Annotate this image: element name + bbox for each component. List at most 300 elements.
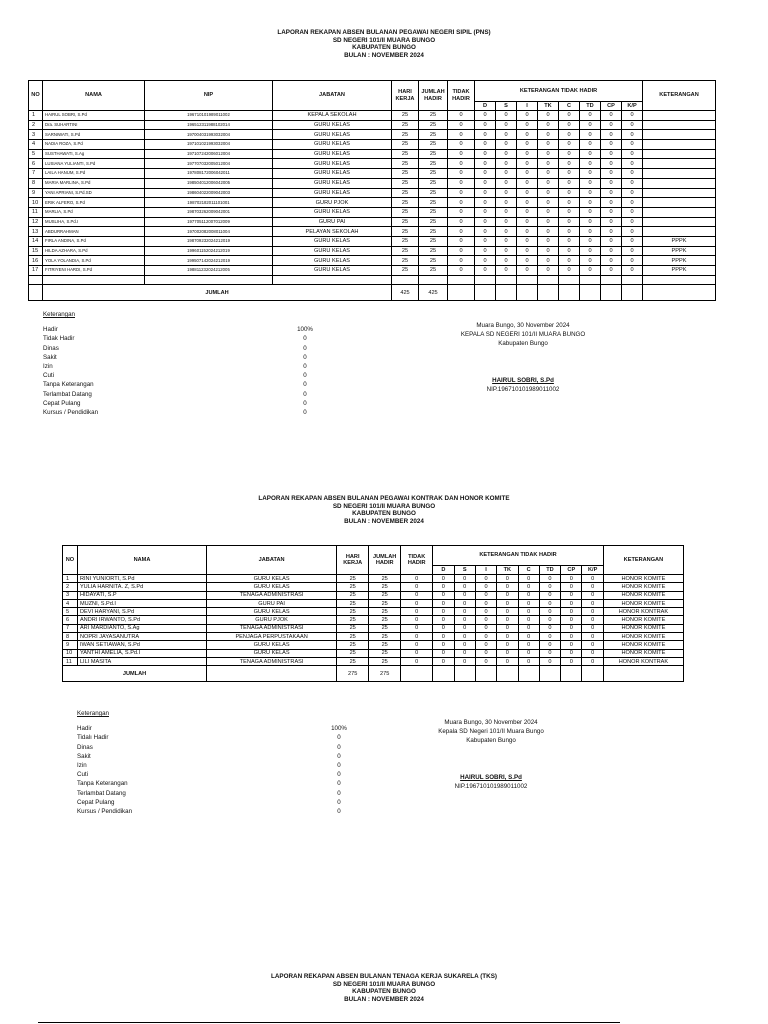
table-row — [29, 120, 716, 130]
honor-report-title — [0, 495, 768, 525]
cell-sub: 0 — [454, 633, 475, 641]
cell-no: 5 — [63, 608, 78, 616]
cell-jumlah-hadir: 25 — [369, 608, 401, 616]
cell-jabatan: GURU KELAS — [207, 641, 337, 649]
tks-title-line: BULAN : NOVEMBER 2024 — [344, 995, 424, 1003]
cell-nama: YANTHI AMELIA, S.Pd.I — [77, 649, 206, 657]
cell-sub: 0 — [538, 111, 559, 121]
sign-name: HAIRUL SOBRI, S.Pd — [492, 377, 554, 384]
cell-no: 9 — [63, 641, 78, 649]
cell-sub: 0 — [497, 641, 518, 649]
legend-row — [43, 390, 343, 399]
cell-jumlah-hadir: 25 — [369, 633, 401, 641]
cell-sub: 0 — [580, 217, 601, 227]
legend-label: Sakit — [77, 752, 91, 760]
cell-jabatan: KEPALA SEKOLAH — [273, 111, 392, 121]
sub-header: S — [454, 566, 475, 575]
sub-header: K/P — [622, 102, 643, 111]
cell-jumlah-hadir: 25 — [419, 149, 448, 159]
pns-title-line: KABUPATEN BUNGO — [352, 44, 416, 52]
cell-no: 16 — [29, 256, 43, 266]
legend-row — [77, 743, 377, 752]
cell-tidak-hadir: 0 — [448, 198, 475, 208]
cell-sub: 0 — [582, 591, 603, 599]
cell-sub: 0 — [497, 591, 518, 599]
cell-sub: 0 — [539, 599, 560, 607]
cell-hari-kerja: 25 — [392, 236, 419, 246]
cell-hari-kerja: 25 — [392, 266, 419, 276]
cell-sub: 0 — [475, 246, 496, 256]
cell-sub: 0 — [601, 159, 622, 169]
col-header-nip: NIP — [145, 81, 273, 111]
cell-hari-kerja: 25 — [337, 616, 369, 624]
cell-sub: 0 — [433, 616, 454, 624]
cell-sub: 0 — [433, 583, 454, 591]
cell-jabatan: GURU KELAS — [207, 583, 337, 591]
cell-sub: 0 — [475, 111, 496, 121]
legend-label: Dinas — [43, 344, 59, 352]
cell-sub: 0 — [601, 246, 622, 256]
cell-tidak-hadir: 0 — [401, 657, 433, 665]
legend-row — [77, 779, 377, 788]
cell-nip: 197808172006042011 — [145, 169, 273, 179]
cell-sub: 0 — [580, 178, 601, 188]
pns-signature-block — [418, 321, 628, 394]
cell-sub: 0 — [518, 616, 539, 624]
cell-sub: 0 — [559, 256, 580, 266]
cell-sub: 0 — [433, 599, 454, 607]
legend-label: Sakit — [43, 353, 57, 361]
total-hari-kerja: 275 — [337, 666, 369, 682]
cell-sub: 0 — [517, 227, 538, 237]
cell-sub: 0 — [622, 266, 643, 276]
cell-sub: 0 — [517, 188, 538, 198]
cell-tidak-hadir: 0 — [448, 111, 475, 121]
cell-keterangan — [643, 198, 716, 208]
cell-keterangan — [643, 169, 716, 179]
cell-sub: 0 — [580, 207, 601, 217]
cell-jumlah-hadir: 25 — [369, 657, 401, 665]
legend-value: 0 — [303, 408, 307, 416]
cell-sub: 0 — [433, 608, 454, 616]
sign-role: Kepala SD Negeri 101/II Muara Bungo — [438, 728, 544, 735]
table-row — [29, 130, 716, 140]
cell-jabatan: GURU KELAS — [273, 266, 392, 276]
cell-sub: 0 — [601, 217, 622, 227]
cell-hari-kerja: 25 — [392, 198, 419, 208]
table-spacer-row — [29, 275, 716, 285]
cell-hari-kerja: 25 — [392, 149, 419, 159]
cell-nama: NADIA ROZA, S.Pd — [43, 140, 145, 150]
legend-label: Cepat Pulang — [43, 399, 81, 407]
cell-keterangan — [643, 149, 716, 159]
cell-sub: 0 — [559, 140, 580, 150]
cell-sub: 0 — [580, 140, 601, 150]
cell-nama: FITRIYENI HARDI, S.Pd — [43, 266, 145, 276]
cell-nama: HILDA AZHARA, S.Pd — [43, 246, 145, 256]
cell-hari-kerja: 25 — [392, 207, 419, 217]
cell-sub: 0 — [517, 236, 538, 246]
cell-sub: 0 — [601, 111, 622, 121]
cell-sub: 0 — [496, 266, 517, 276]
cell-tidak-hadir: 0 — [448, 227, 475, 237]
col-header-hari-kerja: HARI KERJA — [337, 546, 369, 575]
cell-hari-kerja: 25 — [337, 649, 369, 657]
cell-sub: 0 — [559, 246, 580, 256]
col-header-keterangan: KETERANGAN — [643, 81, 716, 111]
cell-sub: 0 — [517, 159, 538, 169]
legend-value: 100% — [331, 725, 347, 733]
table-row — [29, 159, 716, 169]
legend-row — [77, 752, 377, 761]
cell-nip: 196512311988102014 — [145, 120, 273, 130]
cell-sub: 0 — [433, 657, 454, 665]
cell-jumlah-hadir: 25 — [419, 120, 448, 130]
cell-keterangan: HONOR KONTRAK — [603, 608, 683, 616]
cell-sub: 0 — [433, 649, 454, 657]
cell-no: 11 — [29, 207, 43, 217]
tks-table-top-border — [38, 1022, 620, 1023]
cell-hari-kerja: 25 — [392, 227, 419, 237]
cell-sub: 0 — [559, 236, 580, 246]
cell-sub: 0 — [475, 616, 496, 624]
cell-sub: 0 — [559, 111, 580, 121]
cell-no: 1 — [63, 575, 78, 583]
legend-row — [77, 789, 377, 798]
cell-tidak-hadir: 0 — [401, 591, 433, 599]
sign-region: Kabupaten Bungo — [498, 340, 548, 347]
cell-keterangan: HONOR KONTRAK — [603, 657, 683, 665]
cell-sub: 0 — [559, 198, 580, 208]
table-row — [29, 227, 716, 237]
cell-no: 15 — [29, 246, 43, 256]
cell-sub: 0 — [475, 649, 496, 657]
cell-jabatan: GURU KELAS — [273, 120, 392, 130]
sub-header: TD — [580, 102, 601, 111]
cell-jumlah-hadir: 25 — [419, 246, 448, 256]
cell-sub: 0 — [601, 236, 622, 246]
cell-sub: 0 — [497, 624, 518, 632]
cell-sub: 0 — [559, 266, 580, 276]
sign-place-date: Muara Bungo, 30 November 2024 — [476, 322, 570, 329]
cell-no: 4 — [29, 140, 43, 150]
cell-sub: 0 — [518, 575, 539, 583]
cell-sub: 0 — [496, 217, 517, 227]
cell-nama: SARNIWATI, S.Pd — [43, 130, 145, 140]
cell-sub: 0 — [475, 599, 496, 607]
cell-keterangan: HONOR KOMITE — [603, 599, 683, 607]
cell-sub: 0 — [497, 599, 518, 607]
cell-sub: 0 — [517, 256, 538, 266]
cell-hari-kerja: 25 — [337, 591, 369, 599]
cell-nama: ARI MARDIANTO, S.Ag — [77, 624, 206, 632]
honor-signature-block — [386, 718, 596, 791]
legend-value: 0 — [337, 752, 341, 760]
cell-nama: YULIA HARNITA. Z, S.Pd — [77, 583, 206, 591]
legend-row — [77, 724, 377, 733]
cell-no: 2 — [29, 120, 43, 130]
cell-sub: 0 — [580, 227, 601, 237]
cell-sub: 0 — [601, 256, 622, 266]
cell-tidak-hadir: 0 — [448, 217, 475, 227]
total-jumlah-hadir: 425 — [419, 285, 448, 301]
pns-legend — [43, 310, 343, 417]
cell-nama: YOLA YOLANDIA, S.Pd — [43, 256, 145, 266]
cell-jumlah-hadir: 25 — [369, 583, 401, 591]
legend-label: Cuti — [43, 372, 55, 380]
cell-sub: 0 — [622, 256, 643, 266]
cell-sub: 0 — [559, 159, 580, 169]
cell-tidak-hadir: 0 — [448, 266, 475, 276]
cell-sub: 0 — [561, 575, 582, 583]
cell-nama: HAIRUL SOBRI, S.Pd — [43, 111, 145, 121]
table-row — [29, 140, 716, 150]
cell-keterangan: PPPK — [643, 256, 716, 266]
cell-sub: 0 — [539, 575, 560, 583]
cell-sub: 0 — [497, 575, 518, 583]
cell-nip: 197002082008011004 — [145, 227, 273, 237]
cell-keterangan: HONOR KOMITE — [603, 641, 683, 649]
cell-sub: 0 — [559, 188, 580, 198]
legend-value: 0 — [303, 353, 307, 361]
cell-sub: 0 — [517, 120, 538, 130]
cell-sub: 0 — [601, 140, 622, 150]
cell-sub: 0 — [538, 169, 559, 179]
cell-keterangan — [643, 130, 716, 140]
legend-value: 100% — [297, 326, 313, 334]
legend-label: Cuti — [77, 771, 89, 779]
pns-report-title — [0, 29, 768, 59]
cell-sub: 0 — [475, 583, 496, 591]
sign-region: Kabupaten Bungo — [466, 737, 516, 744]
cell-sub: 0 — [496, 149, 517, 159]
legend-value: 0 — [303, 399, 307, 407]
cell-hari-kerja: 25 — [392, 169, 419, 179]
cell-no: 4 — [63, 599, 78, 607]
cell-no: 7 — [63, 624, 78, 632]
cell-jabatan: GURU PJOK — [207, 616, 337, 624]
cell-sub: 0 — [538, 256, 559, 266]
cell-sub: 0 — [538, 120, 559, 130]
cell-jabatan: GURU KELAS — [273, 188, 392, 198]
cell-sub: 0 — [496, 198, 517, 208]
cell-nama: ERIK ALFERO, S.Pd — [43, 198, 145, 208]
cell-no: 17 — [29, 266, 43, 276]
cell-no: 9 — [29, 188, 43, 198]
cell-sub: 0 — [518, 599, 539, 607]
cell-jumlah-hadir: 25 — [369, 641, 401, 649]
legend-label: Cepat Pulang — [77, 798, 115, 806]
cell-sub: 0 — [496, 227, 517, 237]
legend-row — [77, 807, 377, 816]
cell-nama: MUSLIHA, S.Pd.I — [43, 217, 145, 227]
cell-keterangan: HONOR KOMITE — [603, 649, 683, 657]
cell-sub: 0 — [582, 616, 603, 624]
cell-nama: MARLIA, S.Pd — [43, 207, 145, 217]
sub-header: CP — [601, 102, 622, 111]
cell-nama: LAILA HANUM, S.Pd — [43, 169, 145, 179]
cell-jumlah-hadir: 25 — [369, 591, 401, 599]
cell-keterangan: HONOR KOMITE — [603, 583, 683, 591]
cell-nama: YANI APRIANI, S.Pd.SD — [43, 188, 145, 198]
cell-sub: 0 — [582, 633, 603, 641]
col-header-jumlah-hadir: JUMLAH HADIR — [419, 81, 448, 111]
sign-place-date: Muara Bungo, 30 November 2024 — [444, 719, 538, 726]
cell-sub: 0 — [475, 624, 496, 632]
cell-hari-kerja: 25 — [337, 657, 369, 665]
cell-keterangan: HONOR KOMITE — [603, 633, 683, 641]
cell-tidak-hadir: 0 — [448, 140, 475, 150]
cell-sub: 0 — [561, 641, 582, 649]
cell-sub: 0 — [622, 130, 643, 140]
cell-nama: MUZNI, S.Pd.I — [77, 599, 206, 607]
cell-sub: 0 — [496, 236, 517, 246]
cell-nip: 197004031993032004 — [145, 130, 273, 140]
cell-sub: 0 — [580, 188, 601, 198]
cell-tidak-hadir: 0 — [448, 207, 475, 217]
cell-sub: 0 — [475, 198, 496, 208]
cell-no: 14 — [29, 236, 43, 246]
cell-nip: 198703262009042001 — [145, 207, 273, 217]
cell-hari-kerja: 25 — [337, 575, 369, 583]
cell-keterangan: PPPK — [643, 236, 716, 246]
col-header-jumlah-hadir: JUMLAH HADIR — [369, 546, 401, 575]
col-header-tidak-hadir: TIDAK HADIR — [448, 81, 475, 111]
cell-sub: 0 — [601, 120, 622, 130]
cell-jabatan: GURU KELAS — [273, 169, 392, 179]
cell-sub: 0 — [454, 657, 475, 665]
cell-nama: ABDURRAHMAN — [43, 227, 145, 237]
cell-sub: 0 — [580, 159, 601, 169]
cell-keterangan — [643, 140, 716, 150]
cell-sub: 0 — [475, 256, 496, 266]
cell-sub: 0 — [518, 624, 539, 632]
cell-jabatan: PENJAGA PERPUSTAKAAN — [207, 633, 337, 641]
cell-keterangan — [643, 111, 716, 121]
cell-jumlah-hadir: 25 — [419, 256, 448, 266]
cell-sub: 0 — [475, 657, 496, 665]
pns-title-line: LAPORAN REKAPAN ABSEN BULANAN PEGAWAI NEGERI SIPIL (PNS) — [277, 29, 491, 36]
cell-sub: 0 — [517, 198, 538, 208]
table-row — [63, 657, 684, 665]
honor-title-line: LAPORAN REKAPAN ABSEN BULANAN PEGAWAI KONTRAK DAN HONOR KOMITE — [258, 495, 510, 502]
total-label: JUMLAH — [63, 666, 207, 682]
cell-sub: 0 — [454, 649, 475, 657]
cell-hari-kerja: 25 — [392, 159, 419, 169]
col-header-keterangan: KETERANGAN — [603, 546, 683, 575]
cell-keterangan — [643, 178, 716, 188]
cell-sub: 0 — [517, 217, 538, 227]
sub-header: K/P — [582, 566, 603, 575]
cell-sub: 0 — [475, 120, 496, 130]
table-row — [29, 111, 716, 121]
cell-sub: 0 — [496, 140, 517, 150]
cell-sub: 0 — [475, 149, 496, 159]
table-row — [63, 591, 684, 599]
cell-sub: 0 — [433, 641, 454, 649]
cell-sub: 0 — [518, 591, 539, 599]
cell-sub: 0 — [622, 217, 643, 227]
legend-value: 0 — [337, 771, 341, 779]
cell-jumlah-hadir: 25 — [369, 624, 401, 632]
cell-nama: Dra. SUHARTINI — [43, 120, 145, 130]
legend-value: 0 — [303, 335, 307, 343]
cell-sub: 0 — [475, 188, 496, 198]
cell-sub: 0 — [497, 583, 518, 591]
cell-sub: 0 — [475, 266, 496, 276]
cell-sub: 0 — [517, 149, 538, 159]
cell-sub: 0 — [475, 130, 496, 140]
cell-jabatan: GURU KELAS — [207, 575, 337, 583]
cell-nama: RINI YUNIORTI, S.Pd — [77, 575, 206, 583]
cell-sub: 0 — [517, 169, 538, 179]
table-row — [63, 616, 684, 624]
cell-nip: 196710101989011002 — [145, 111, 273, 121]
cell-nip: 197707032005012004 — [145, 159, 273, 169]
sub-header: S — [496, 102, 517, 111]
legend-label: Hadir — [43, 326, 58, 334]
cell-tidak-hadir: 0 — [401, 608, 433, 616]
cell-sub: 0 — [517, 111, 538, 121]
legend-title: Keterangan — [77, 710, 109, 717]
cell-nama: HIDAYATI, S.P — [77, 591, 206, 599]
legend-row — [43, 380, 343, 389]
cell-sub: 0 — [601, 198, 622, 208]
cell-sub: 0 — [601, 169, 622, 179]
legend-value: 0 — [337, 798, 341, 806]
cell-no: 6 — [63, 616, 78, 624]
sub-header: I — [475, 566, 496, 575]
cell-sub: 0 — [622, 149, 643, 159]
cell-sub: 0 — [561, 624, 582, 632]
cell-keterangan: HONOR KOMITE — [603, 616, 683, 624]
total-spacer — [29, 285, 43, 301]
sign-nip: NIP.196710101989011002 — [454, 783, 528, 790]
cell-jumlah-hadir: 25 — [419, 227, 448, 237]
cell-sub: 0 — [539, 583, 560, 591]
legend-label: Tanpa Keterangan — [43, 381, 94, 389]
cell-hari-kerja: 25 — [337, 641, 369, 649]
legend-value: 0 — [337, 761, 341, 769]
cell-sub: 0 — [496, 111, 517, 121]
legend-row — [77, 761, 377, 770]
cell-sub: 0 — [582, 608, 603, 616]
cell-sub: 0 — [454, 616, 475, 624]
cell-sub: 0 — [538, 130, 559, 140]
cell-sub: 0 — [496, 169, 517, 179]
cell-sub: 0 — [518, 641, 539, 649]
cell-sub: 0 — [475, 178, 496, 188]
cell-sub: 0 — [497, 649, 518, 657]
cell-hari-kerja: 25 — [337, 633, 369, 641]
cell-keterangan — [643, 217, 716, 227]
cell-sub: 0 — [561, 633, 582, 641]
cell-sub: 0 — [622, 159, 643, 169]
cell-jabatan: GURU KELAS — [273, 207, 392, 217]
cell-tidak-hadir: 0 — [448, 159, 475, 169]
cell-hari-kerja: 25 — [337, 599, 369, 607]
cell-keterangan: HONOR KOMITE — [603, 575, 683, 583]
cell-sub: 0 — [622, 227, 643, 237]
cell-sub: 0 — [433, 575, 454, 583]
cell-sub: 0 — [475, 159, 496, 169]
cell-jumlah-hadir: 25 — [419, 236, 448, 246]
cell-nama: SUSTHAWATI, S.Ag — [43, 149, 145, 159]
cell-sub: 0 — [539, 608, 560, 616]
sub-header: I — [517, 102, 538, 111]
cell-sub: 0 — [580, 236, 601, 246]
cell-sub: 0 — [517, 178, 538, 188]
